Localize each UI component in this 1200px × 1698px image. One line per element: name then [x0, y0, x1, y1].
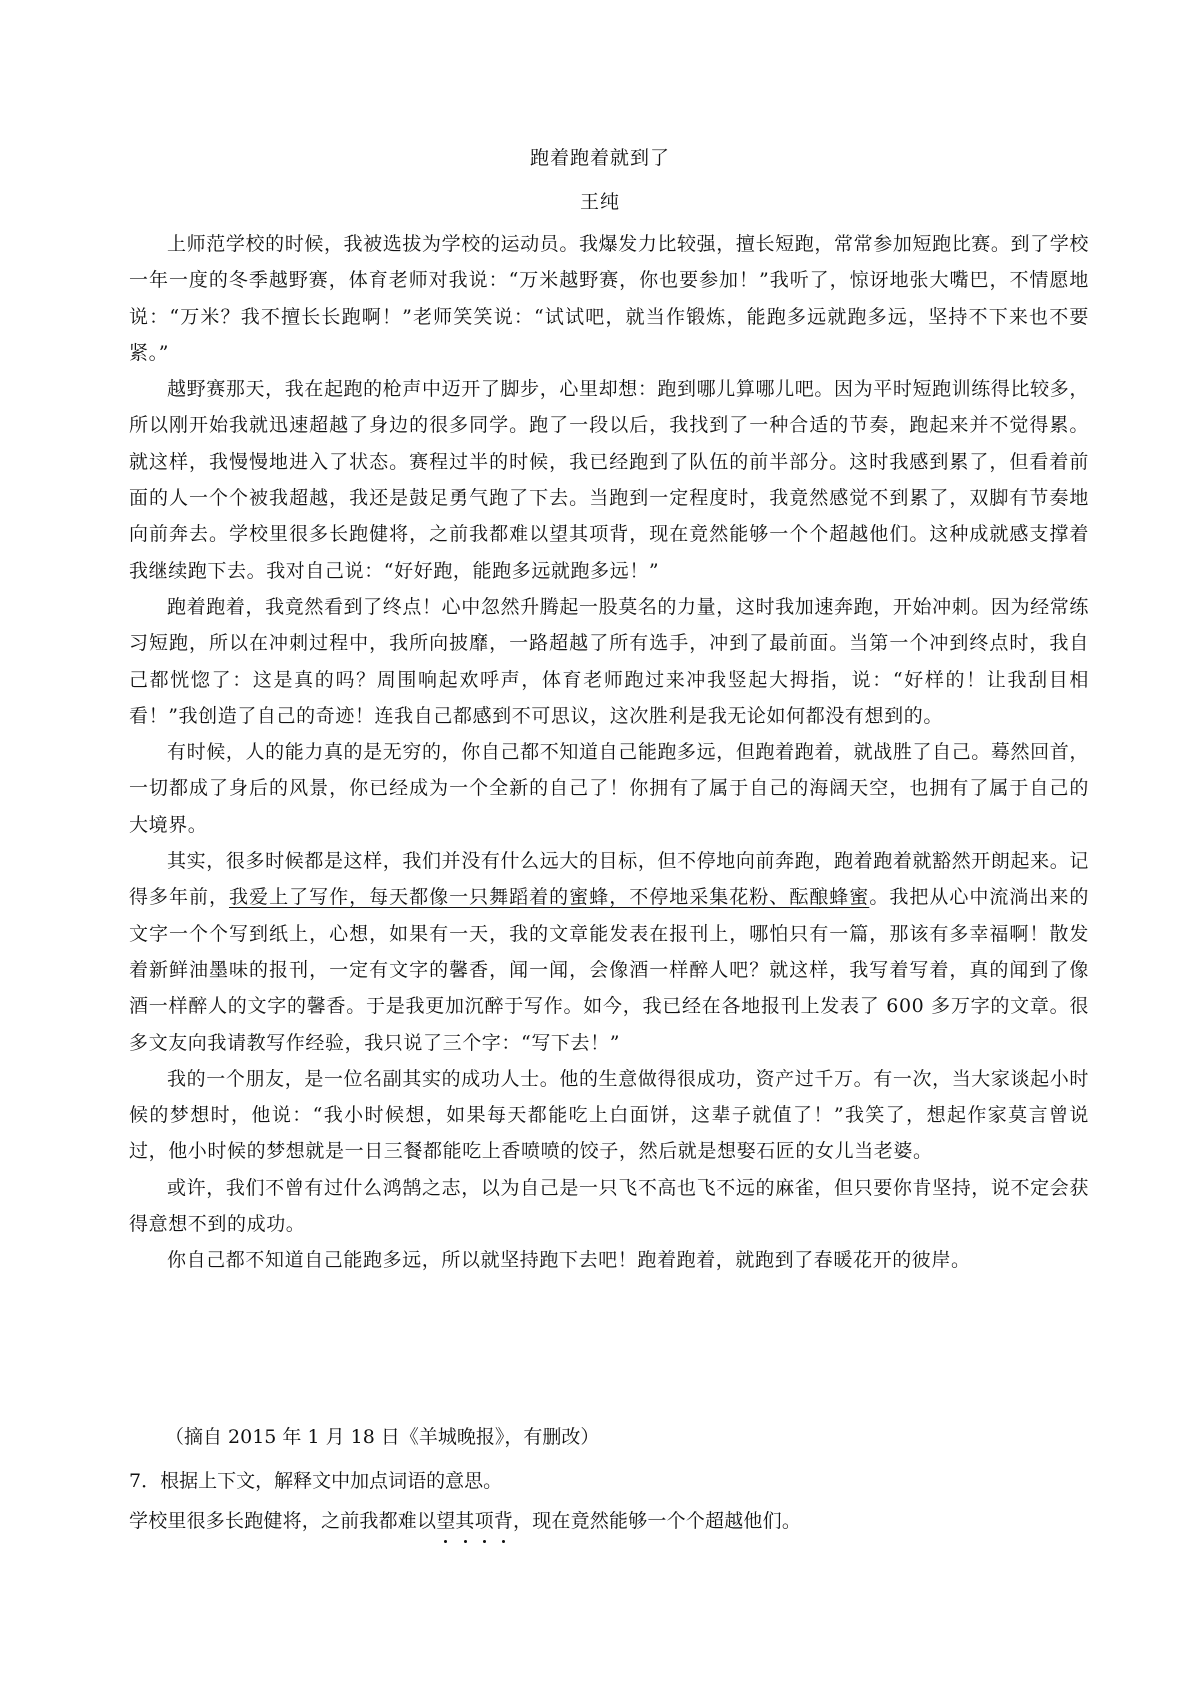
paragraph-8: 你自己都不知道自己能跑多远，所以就坚持跑下去吧！跑着跑着，就跑到了春暖花开的彼岸。	[167, 1249, 971, 1272]
paragraph-5-after: 。我把从心中流淌出来的文字一个个写到纸上，心想，如果有一天，我的文章能发表在报刊上，哪怕只有一篇，那该有多幸福啊！散发着新鲜油墨味的报刊，一定有文字的馨香，闻一闻，会像酒一样醉人吧？就这样，我写着写着，真的闻到了像酒一样醉人的文字的馨香。于是我更加沉醉于写作。如今，我已经在各地报刊上发表了 600 多万字的文章。很多文友向我请教写作经验，我只说了三个字：“写下去！”	[129, 886, 1089, 1054]
question-sentence	[129, 1506, 801, 1533]
article-author: 王纯	[579, 191, 620, 213]
dotted-char: 望	[436, 1506, 455, 1533]
paragraph-6: 我的一个朋友，是一位名副其实的成功人士。他的生意做得很成功，资产过千万。有一次，当大家谈起小时候的梦想时，他说：“我小时候想，如果每天都能吃上白面饼，这辈子就值了！”我笑了，想起作家莫言曾说过，他小时候的梦想就是一日三餐都能吃上香喷喷的饺子，然后就是想娶石匠的女儿当老婆。	[129, 1067, 1089, 1163]
article-body	[129, 226, 1089, 1279]
paragraph-5-before: 其实，很多时候都是这样，我们并没有什么远大的目标，但不停地向前奔跑，跑着跑着就豁然开朗起来。记得多年前，	[129, 850, 1089, 909]
paragraph-5	[129, 843, 1089, 1061]
question-sentence-before: 学校里很多长跑健将，之前我都难以	[129, 1510, 437, 1532]
dotted-char: 背	[494, 1506, 513, 1533]
dotted-char: 其	[455, 1506, 474, 1533]
underlined-sentence: 我爱上了写作，每天都像一只舞蹈着的蜜蜂，不停地采集花粉、酝酿蜂蜜	[229, 886, 870, 909]
paragraph-1: 上师范学校的时候，我被选拔为学校的运动员。我爆发力比较强，擅长短跑，常常参加短跑比赛。到了学校一年一度的冬季越野赛，体育老师对我说：“万米越野赛，你也要参加！”我听了，惊讶地张大嘴巴，不情愿地说：“万米？我不擅长长跑啊！”老师笑笑说：“试试吧，就当作锻炼，能跑多远就跑多远，坚持不下来也不要紧。”	[129, 233, 1089, 364]
article-title: 跑着跑着就到了	[529, 147, 670, 169]
question-prompt: 7．根据上下文，解释文中加点词语的意思。	[129, 1470, 503, 1492]
question-sentence-after: ，现在竟然能够一个个超越他们。	[513, 1510, 802, 1532]
article-source: （摘自 2015 年 1 月 18 日《羊城晚报》，有删改）	[165, 1426, 600, 1448]
dotted-char: 项	[475, 1506, 494, 1533]
paragraph-7: 或许，我们不曾有过什么鸿鹄之志，以为自己是一只飞不高也飞不远的麻雀，但只要你肯坚持，说不定会获得意想不到的成功。	[129, 1176, 1089, 1236]
paragraph-3: 跑着跑着，我竟然看到了终点！心中忽然升腾起一股莫名的力量，这时我加速奔跑，开始冲刺。因为经常练习短跑，所以在冲刺过程中，我所向披靡，一路超越了所有选手，冲到了最前面。当第一个冲到终点时，我自己都恍惚了：这是真的吗？周围响起欢呼声，体育老师跑过来冲我竖起大拇指，说：“好样的！让我刮目相看！”我创造了自己的奇迹！连我自己都感到不可思议，这次胜利是我无论如何都没有想到的。	[129, 595, 1089, 727]
paragraph-4: 有时候，人的能力真的是无穷的，你自己都不知道自己能跑多远，但跑着跑着，就战胜了自己。蓦然回首，一切都成了身后的风景，你已经成为一个全新的自己了！你拥有了属于自己的海阔天空，也拥有了属于自己的大境界。	[129, 741, 1089, 836]
paragraph-2: 越野赛那天，我在起跑的枪声中迈开了脚步，心里却想：跑到哪儿算哪儿吧。因为平时短跑训练得比较多，所以刚开始我就迅速超越了身边的很多同学。跑了一段以后，我找到了一种合适的节奏，跑起来并不觉得累。就这样，我慢慢地进入了状态。赛程过半的时候，我已经跑到了队伍的前半部分。这时我感到累了，但看着前面的人一个个被我超越，我还是鼓足勇气跑了下去。当跑到一定程度时，我竟然感觉不到累了，双脚有节奏地向前奔去。学校里很多长跑健将，之前我都难以望其项背，现在竟然能够一个个超越他们。这种成就感支撑着我继续跑下去。我对自己说：“好好跑，能跑多远就跑多远！”	[129, 378, 1089, 582]
